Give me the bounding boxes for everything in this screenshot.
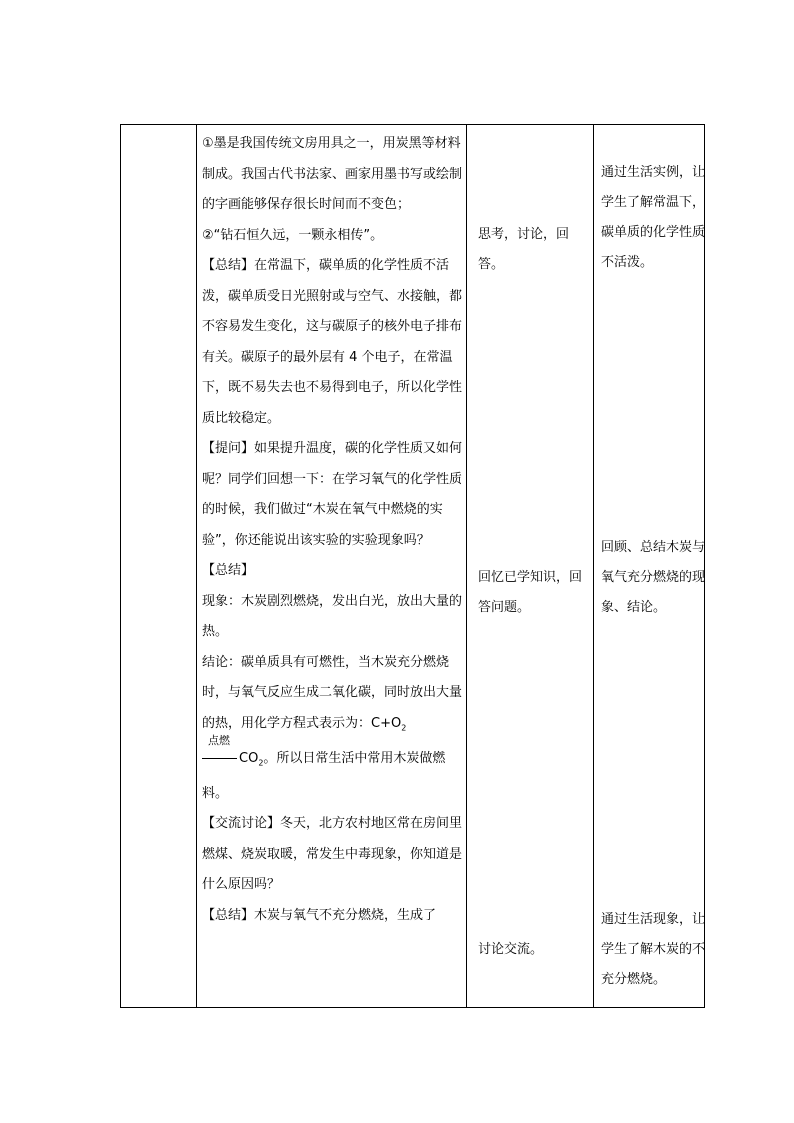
teacher-activity-cell xyxy=(202,129,464,931)
student-activity-3: 讨论交流。 xyxy=(478,942,544,957)
student-activity-1: 思考，讨论，回答。 xyxy=(478,227,570,272)
equation-left: C+O xyxy=(371,715,402,731)
question-high-temperature: 【提问】如果提升温度，碳的化学性质又如何呢？同学们回想一下：在学习氧气的化学性质的时候，我们做过“木炭在氧气中燃烧的实验”，你还能说出该实验的实验现象吗？ xyxy=(202,441,463,548)
example-ink: ①墨是我国传统文房用具之一，用炭黑等材料制成。我国古代书法家、画家用墨书写或绘制的字画能够保存很长时间而不变色； xyxy=(202,136,463,212)
column-divider xyxy=(196,125,197,1007)
equation-right-subscript: 2 xyxy=(258,758,264,768)
lesson-table xyxy=(120,124,705,1008)
reaction-condition: 点燃 xyxy=(208,733,230,747)
design-intent-3: 通过生活现象，让学生了解木炭的不充分燃烧。 xyxy=(601,912,706,987)
phenomenon-text: 现象：木炭剧烈燃烧，发出白光，放出大量的热。 xyxy=(202,593,463,639)
equation-right: CO xyxy=(239,750,259,766)
design-intent-2: 回顾、总结木炭与氧气充分燃烧的现象、结论。 xyxy=(601,540,706,615)
column-divider xyxy=(466,125,467,1007)
conclusion-text xyxy=(202,648,464,810)
reaction-arrow xyxy=(202,733,239,775)
summary-heading: 【总结】 xyxy=(202,563,255,578)
summary-room-temperature: 【总结】在常温下，碳单质的化学性质不活泼，碳单质受日光照射或与空气、水接触，都不容易发生变化，这与碳原子的核外电子排布有关。碳原子的最外层有 4 个电子，在常温下，既不易失去也不易得到电子，所以化学性质比较稳定。 xyxy=(202,258,463,426)
conclusion-body: 结论：碳单质具有可燃性，当木炭充分燃烧时，与氧气反应生成二氧化碳，同时放出大量的热，用化学方程式表示为： xyxy=(202,654,463,731)
summary-incomplete-combustion: 【总结】木炭与氧气不充分燃烧，生成了 xyxy=(202,907,437,923)
discussion-prompt: 【交流讨论】冬天，北方农村地区常在房间里燃煤、烧炭取暖，常发生中毒现象，你知道是什么原因吗？ xyxy=(202,816,463,893)
equation-left-subscript: 2 xyxy=(401,723,407,733)
column-divider xyxy=(593,125,594,1007)
student-activity-2: 回忆已学知识，回答问题。 xyxy=(478,570,583,615)
example-diamond: ②“钻石恒久远，一颗永相传”。 xyxy=(202,227,384,243)
conclusion-tail: 。所以日常生活中常用木炭做燃料。 xyxy=(202,750,446,801)
design-intent-1: 通过生活实例，让学生了解常温下，碳单质的化学性质不活泼。 xyxy=(601,165,706,270)
